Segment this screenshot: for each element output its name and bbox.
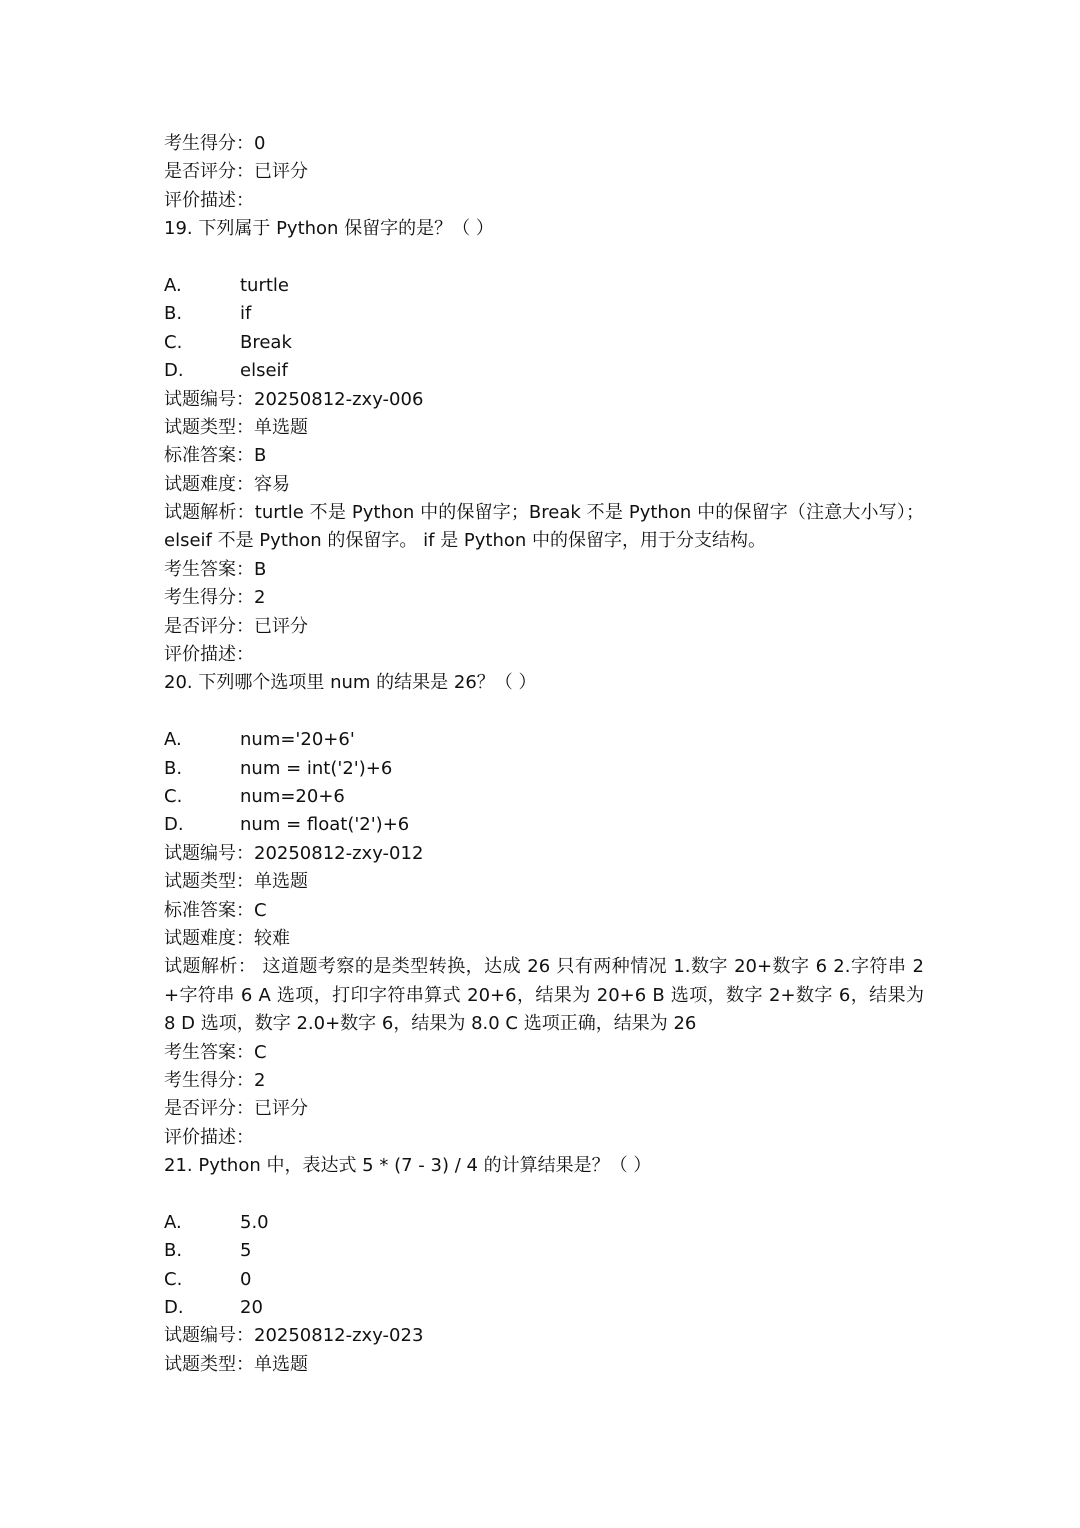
option-text: if: [240, 303, 252, 325]
option-letter: A.: [164, 729, 182, 751]
prev-graded: 是否评分：已评分: [164, 161, 308, 183]
q20-stem: 20. 下列哪个选项里 num 的结果是 26？（ ）: [164, 672, 537, 694]
q19-option-b: [164, 300, 924, 328]
prev-score: 考生得分：0: [164, 133, 266, 154]
option-text: num='20+6': [240, 729, 355, 751]
q19-id: 试题编号：20250812-zxy-006: [164, 388, 424, 410]
q21-stem: 21. Python 中，表达式 5 * (7 - 3) / 4 的计算结果是？（ ）: [164, 1155, 652, 1177]
q20-graded: 是否评分：已评分: [164, 1098, 308, 1120]
option-text: 0: [240, 1268, 252, 1290]
q21-id: 试题编号：20250812-zxy-023: [164, 1325, 424, 1347]
option-text: Break: [240, 331, 292, 353]
spacer: [164, 244, 924, 272]
option-letter: D.: [164, 1297, 184, 1319]
q21-option-c: [164, 1266, 924, 1294]
q20-option-d: [164, 811, 924, 839]
q19-stem: 19. 下列属于 Python 保留字的是？（ ）: [164, 218, 494, 240]
q19-type: 试题类型：单选题: [164, 416, 308, 438]
q19-difficulty: 试题难度：容易: [164, 473, 290, 495]
q20-difficulty: 试题难度：较难: [164, 927, 290, 949]
q21-option-a: [164, 1209, 924, 1237]
q20-type: 试题类型：单选题: [164, 871, 308, 893]
q19-comment: 评价描述：: [164, 644, 254, 666]
option-letter: C.: [164, 786, 183, 808]
q21-option-b: [164, 1237, 924, 1265]
q19-answer: 标准答案：B: [164, 445, 267, 467]
q20-option-b: [164, 755, 924, 783]
option-letter: B.: [164, 757, 183, 779]
option-text: 20: [240, 1297, 263, 1319]
prev-comment: 评价描述：: [164, 189, 254, 211]
spacer: [164, 698, 924, 726]
option-text: num = float('2')+6: [240, 814, 410, 836]
q21-option-d: [164, 1294, 924, 1322]
option-letter: C.: [164, 1268, 183, 1290]
option-letter: B.: [164, 1240, 183, 1262]
q21-type: 试题类型：单选题: [164, 1353, 308, 1375]
q19-analysis: 试题解析：turtle 不是 Python 中的保留字；Break 不是 Python 中的保留字（注意大小写）；elseif 不是 Python 的保留字。 if 是 Python 中的保留字，用于分支结构。: [164, 502, 924, 552]
q20-option-c: [164, 783, 924, 811]
q20-id: 试题编号：20250812-zxy-012: [164, 842, 424, 864]
q20-option-a: [164, 726, 924, 754]
q19-option-d: [164, 357, 924, 385]
option-letter: D.: [164, 360, 184, 382]
option-letter: B.: [164, 303, 183, 325]
option-text: 5: [240, 1240, 252, 1262]
option-text: num = int('2')+6: [240, 757, 393, 779]
q20-answer: 标准答案：C: [164, 899, 267, 921]
q19-graded: 是否评分：已评分: [164, 615, 308, 637]
option-text: 5.0: [240, 1211, 269, 1233]
option-letter: C.: [164, 331, 183, 353]
option-text: turtle: [240, 274, 289, 296]
option-letter: A.: [164, 274, 182, 296]
q19-option-c: [164, 329, 924, 357]
option-letter: A.: [164, 1211, 182, 1233]
spacer: [164, 1181, 924, 1209]
option-letter: D.: [164, 814, 184, 836]
option-text: elseif: [240, 360, 288, 382]
q20-comment: 评价描述：: [164, 1126, 254, 1148]
q19-score: 考生得分：2: [164, 587, 266, 609]
option-text: num=20+6: [240, 786, 345, 808]
q20-score: 考生得分：2: [164, 1069, 266, 1091]
q20-student-answer: 考生答案：C: [164, 1041, 267, 1063]
q19-option-a: [164, 272, 924, 300]
q19-student-answer: 考生答案：B: [164, 558, 267, 580]
exam-document: [164, 130, 924, 1379]
q20-analysis: 试题解析： 这道题考察的是类型转换，达成 26 只有两种情况 1.数字 20+数字 6 2.字符串 2+字符串 6 A 选项，打印字符串算式 20+6，结果为 20+6 B 选项，数字 2+数字 6，结果为 8 D 选项，数字 2.0+数字 6，结果为 8.0 C 选项正确，结果为 26: [164, 956, 924, 1035]
